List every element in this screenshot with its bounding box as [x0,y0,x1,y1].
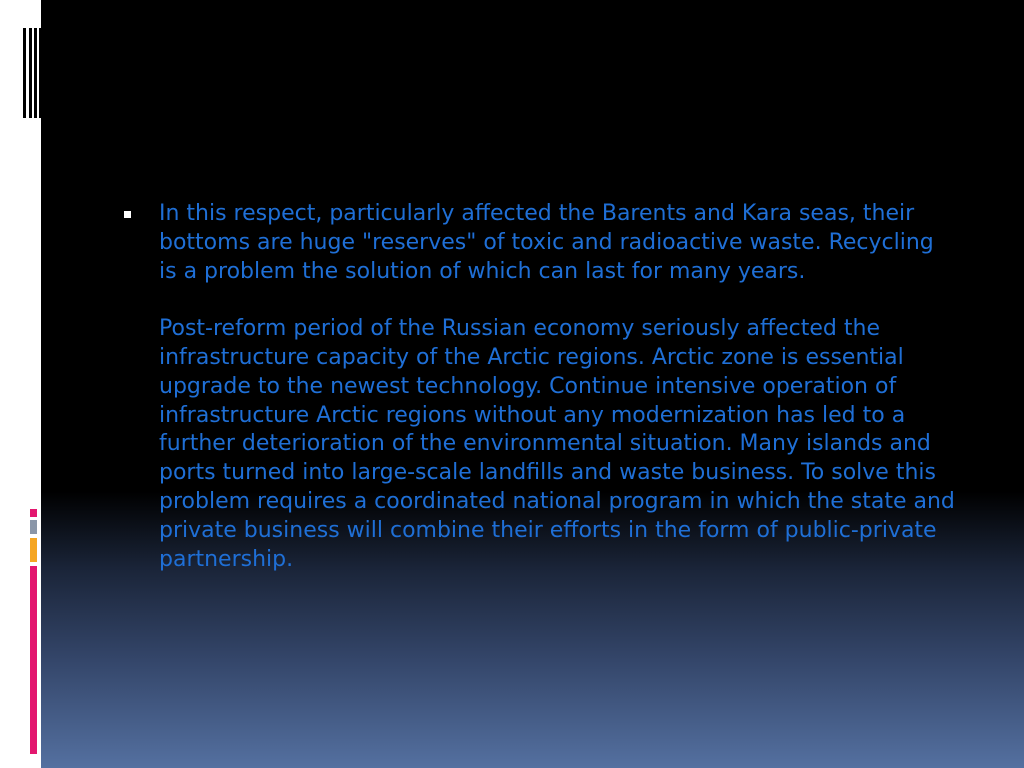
decorative-bar-pink-long [30,566,37,754]
bullet-text [159,200,958,574]
corner-logo-lines [23,28,41,118]
slide-content [118,200,958,574]
paragraph-arctic-seas: In this respect, particularly affected the Barents and Kara seas, their bottoms are huge "reserves" of toxic and radioactive waste. Recycling is a problem the solution of which can last for many years. [159,201,934,284]
decorative-bar-pink-small [30,509,37,517]
bullet-marker [124,211,131,218]
paragraph-post-reform: Post-reform period of the Russian economy seriously affected the infrastructure capacity of the Arctic regions. Arctic zone is essential upgrade to the newest technology. Continue intensive operation of infrastructure Arctic regions without any modernization has led to a further deterioration of the environmental situation. Many islands and ports turned into large-scale landfills and waste business. To solve this problem requires a coordinated national program in which the state and private business will combine their efforts in the form of public-private partnership. [159,316,955,572]
decorative-bar-orange [30,538,37,562]
decorative-bar-gray [30,520,37,534]
